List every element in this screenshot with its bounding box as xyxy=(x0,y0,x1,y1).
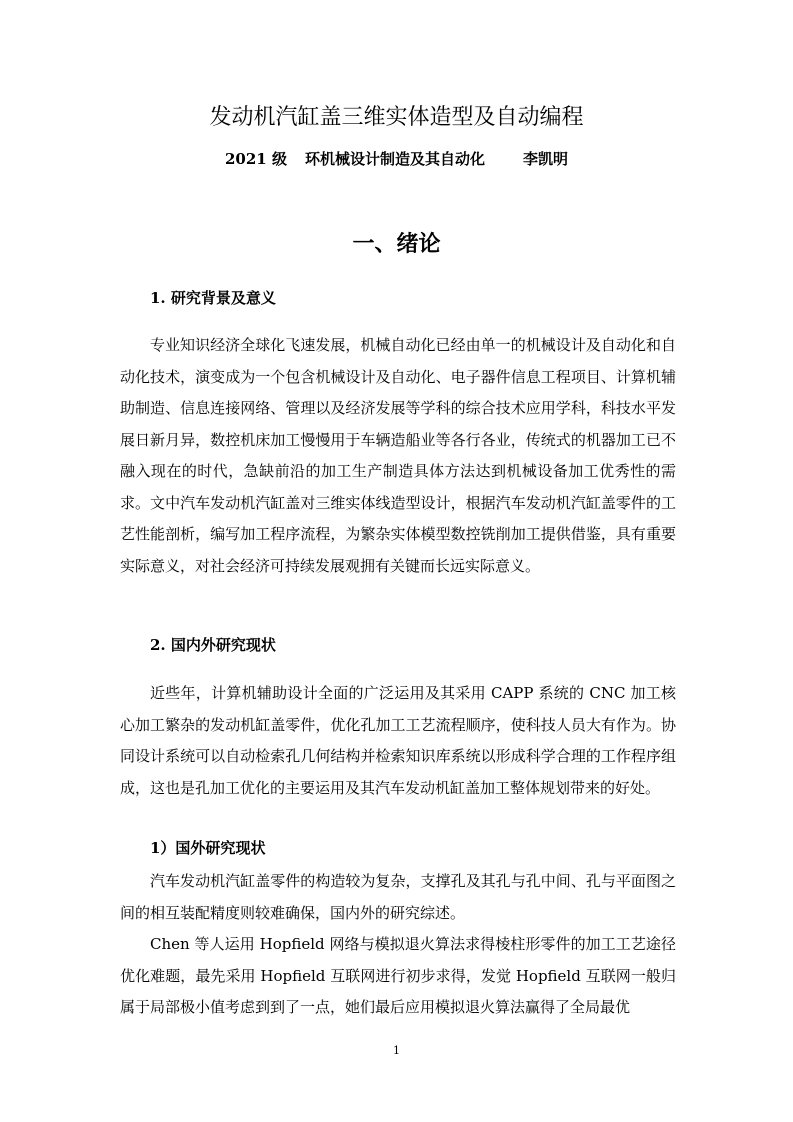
major-label: 环机械设计制造及其自动化 xyxy=(304,150,485,168)
grade-label: 2021 级 xyxy=(224,150,287,168)
paragraph: 近些年，计算机辅助设计全面的广泛运用及其采用 CAPP 系统的 CNC 加工核心加工繁杂的发动机缸盖零件，优化孔加工工艺流程顺序，使科技人员大有作为。协同设计系统可以自动检索孔几何结构并检索知识库系统以形成科学合理的工作程序组成，这也是孔加工优化的主要运用及其汽车发动机缸盖加工整体规划带来的好处。 xyxy=(120,684,676,797)
section-body-background xyxy=(120,330,676,582)
section-heading-background: 1. 研究背景及意义 xyxy=(150,289,276,307)
page-number: 1 xyxy=(393,1044,400,1057)
author-line xyxy=(0,148,793,170)
section-body-research-status xyxy=(120,678,676,804)
paragraph: Chen 等人运用 Hopfield 网络与模拟退火算法求得棱柱形零件的加工工艺途径优化难题，最先采用 Hopfield 互联网进行初步求得，发觉 Hopfield 互联网一般归属于局部极小值考虑到到了一点，她们最后应用模拟退火算法赢得了全局最优 xyxy=(120,935,676,1016)
paragraph: 汽车发动机汽缸盖零件的构造较为复杂，支撑孔及其孔与孔中间、孔与平面图之间的相互装配精度则较难确保，国内外的研究综述。 xyxy=(120,872,676,922)
chapter-heading: 一、绪论 xyxy=(352,231,441,257)
paragraph: 专业知识经济全球化飞速发展，机械自动化已经由单一的机械设计及自动化和自动化技术，演变成为一个包含机械设计及自动化、电子器件信息工程项目、计算机辅助制造、信息连接网络、管理以及经济发展等学科的综合技术应用学科，科技水平发展日新月异，数控机床加工慢慢用于车辆造船业等各行各业，传统式的机器加工已不融入现在的时代，急缺前沿的加工生产制造具体方法达到机械设备加工优秀性的需求。文中汽车发动机汽缸盖对三维实体线造型设计，根据汽车发动机汽缸盖零件的工艺性能剖析，编写加工程序流程，为繁杂实体模型数控铣削加工提供借鉴，具有重要实际意义，对社会经济可持续发展观拥有关键而长远实际意义。 xyxy=(120,336,676,575)
author-name: 李凯明 xyxy=(522,150,568,168)
section-body-foreign-research xyxy=(120,866,676,1024)
section-heading-foreign-research: 1）国外研究现状 xyxy=(150,839,266,857)
section-heading-research-status: 2. 国内外研究现状 xyxy=(150,636,276,654)
document-title: 发动机汽缸盖三维实体造型及自动编程 xyxy=(209,105,584,130)
